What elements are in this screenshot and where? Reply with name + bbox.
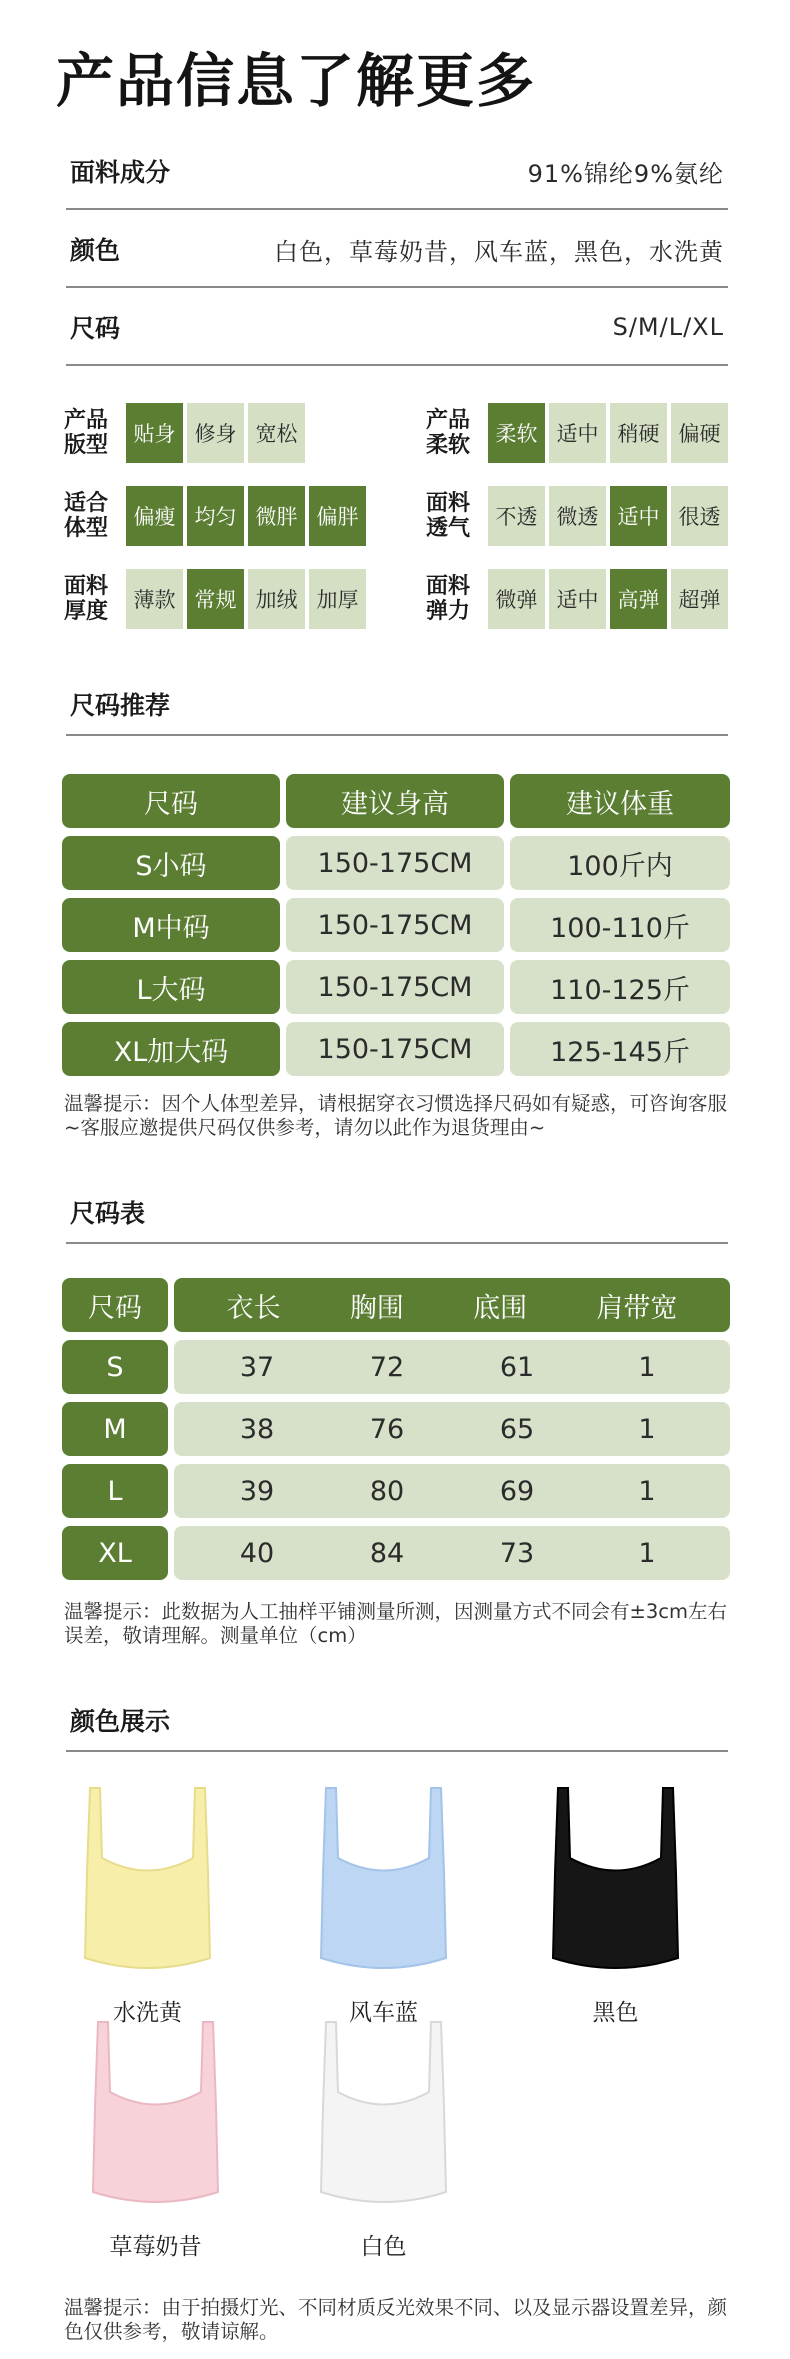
table-header-cell: 胸围 <box>349 1292 404 1324</box>
table-cell: 61 <box>499 1351 535 1383</box>
section-title: 颜色展示 <box>70 1707 171 1736</box>
table-cell: 38 <box>239 1413 275 1445</box>
table-cell: 40 <box>239 1537 275 1569</box>
table-header-cell: 底围 <box>473 1292 528 1324</box>
table-header-row <box>62 774 730 828</box>
table-cell: 1 <box>638 1413 656 1445</box>
table-row-values <box>174 1526 730 1580</box>
attr-softness <box>426 403 728 463</box>
bra-top-image <box>528 1778 703 1988</box>
table-row <box>62 1464 730 1518</box>
table-cell: L <box>62 1464 168 1518</box>
attr-label: 面料弹力 <box>426 574 471 624</box>
info-label: 面料成分 <box>70 158 171 187</box>
attr-label: 产品版型 <box>64 408 109 458</box>
attr-label: 面料厚度 <box>64 574 109 624</box>
table-cell: M中码 <box>62 898 280 952</box>
attr-elasticity <box>426 569 728 629</box>
table-row-values <box>174 1402 730 1456</box>
section-colors <box>66 1702 728 1752</box>
color-swatch <box>296 1778 471 2027</box>
table-cell: 150-175CM <box>286 960 504 1014</box>
table-row <box>62 1526 730 1580</box>
table-header-cell: 肩带宽 <box>596 1292 678 1324</box>
chip-option: 超弹 <box>671 569 728 629</box>
table-header-cell: 衣长 <box>226 1292 281 1324</box>
info-row-colors <box>66 212 728 288</box>
bra-top-image <box>68 2012 243 2222</box>
table-cell: 110-125斤 <box>510 960 730 1014</box>
info-label: 颜色 <box>70 236 121 265</box>
table-row <box>62 1022 730 1076</box>
attr-body-type <box>64 486 366 546</box>
attr-breathability <box>426 486 728 546</box>
page-title: 产品信息了解更多 <box>56 47 537 115</box>
attr-label: 产品柔软 <box>426 408 471 458</box>
chip-option: 加绒 <box>248 569 305 629</box>
chip-option: 常规 <box>187 569 244 629</box>
table-row <box>62 898 730 952</box>
attr-label: 适合体型 <box>64 491 109 541</box>
chip-option: 高弹 <box>610 569 667 629</box>
table-cell: 37 <box>239 1351 275 1383</box>
table-cell: 39 <box>239 1475 275 1507</box>
bra-top-image <box>60 1778 235 1988</box>
table-cell: 72 <box>369 1351 405 1383</box>
chip-option: 稍硬 <box>610 403 667 463</box>
table-row <box>62 1340 730 1394</box>
color-name: 水洗黄 <box>113 2000 182 2026</box>
table-cell: 125-145斤 <box>510 1022 730 1076</box>
table-cell: 84 <box>369 1537 405 1569</box>
table-cell: 1 <box>638 1537 656 1569</box>
table-header-cell: 尺码 <box>62 774 280 828</box>
color-swatch <box>528 1778 703 2027</box>
table-cell: 1 <box>638 1475 656 1507</box>
table-row <box>62 960 730 1014</box>
table-row <box>62 836 730 890</box>
table-row-values <box>174 1340 730 1394</box>
table-header-group <box>174 1278 730 1332</box>
chip-option: 偏瘦 <box>126 486 183 546</box>
color-swatch <box>68 2012 243 2261</box>
chip-option: 偏胖 <box>309 486 366 546</box>
table-cell: S <box>62 1340 168 1394</box>
chip-option: 适中 <box>549 569 606 629</box>
chip-option: 均匀 <box>187 486 244 546</box>
bra-top-image <box>296 2012 471 2222</box>
chip-option: 宽松 <box>248 403 305 463</box>
chip-option: 柔软 <box>488 403 545 463</box>
chip-option: 贴身 <box>126 403 183 463</box>
section-title: 尺码表 <box>70 1199 146 1228</box>
color-name: 风车蓝 <box>349 2000 418 2026</box>
chip-option: 适中 <box>610 486 667 546</box>
table-cell: 150-175CM <box>286 898 504 952</box>
chip-option: 很透 <box>671 486 728 546</box>
chip-option: 适中 <box>549 403 606 463</box>
table-cell: 1 <box>638 1351 656 1383</box>
table-cell: S小码 <box>62 836 280 890</box>
size-recommend-table <box>62 774 730 1084</box>
color-swatch <box>60 1778 235 2027</box>
table-cell: 150-175CM <box>286 1022 504 1076</box>
table-cell: 76 <box>369 1413 405 1445</box>
chip-option: 不透 <box>488 486 545 546</box>
table-cell: XL <box>62 1526 168 1580</box>
table-header-cell: 尺码 <box>62 1278 168 1332</box>
size-chart-table <box>62 1278 730 1588</box>
info-value: S/M/L/XL <box>612 313 724 341</box>
table-cell: 73 <box>499 1537 535 1569</box>
table-cell: L大码 <box>62 960 280 1014</box>
attr-thickness <box>64 569 366 629</box>
size-chart-note: 温馨提示：此数据为人工抽样平铺测量所测，因测量方式不同会有±3cm左右误差，敬请理解。测量单位（cm） <box>64 1600 727 1647</box>
chip-option: 偏硬 <box>671 403 728 463</box>
table-cell: 100斤内 <box>510 836 730 890</box>
chip-option: 修身 <box>187 403 244 463</box>
colors-note: 温馨提示：由于拍摄灯光、不同材质反光效果不同、以及显示器设置差异，颜色仅供参考，敬请谅解。 <box>64 2296 728 2343</box>
chip-option: 微胖 <box>248 486 305 546</box>
section-size-recommend <box>66 686 728 736</box>
table-cell: M <box>62 1402 168 1456</box>
table-header-row <box>62 1278 730 1332</box>
table-cell: 65 <box>499 1413 535 1445</box>
chip-option: 微透 <box>549 486 606 546</box>
chip-option: 加厚 <box>309 569 366 629</box>
section-title: 尺码推荐 <box>70 691 171 720</box>
color-name: 草莓奶昔 <box>109 2234 202 2260</box>
color-name: 黑色 <box>592 2000 639 2026</box>
info-label: 尺码 <box>70 314 121 343</box>
attr-label: 面料透气 <box>426 491 471 541</box>
color-name: 白色 <box>360 2234 407 2260</box>
info-value: 白色，草莓奶昔，风车蓝，黑色，水洗黄 <box>274 237 724 266</box>
info-row-fabric <box>66 134 728 210</box>
color-swatch <box>296 2012 471 2261</box>
chip-option: 薄款 <box>126 569 183 629</box>
table-cell: 80 <box>369 1475 405 1507</box>
table-header-cell: 建议身高 <box>286 774 504 828</box>
section-size-chart <box>66 1194 728 1244</box>
table-header-cell: 建议体重 <box>510 774 730 828</box>
table-cell: 150-175CM <box>286 836 504 890</box>
size-recommend-note: 温馨提示：因个人体型差异，请根据穿衣习惯选择尺码如有疑惑，可咨询客服~客服应邀提供尺码仅供参考，请勿以此作为退货理由~ <box>64 1092 728 1139</box>
table-cell: 69 <box>499 1475 535 1507</box>
table-row <box>62 1402 730 1456</box>
table-cell: 100-110斤 <box>510 898 730 952</box>
attr-fit <box>64 403 305 463</box>
table-cell: XL加大码 <box>62 1022 280 1076</box>
bra-top-image <box>296 1778 471 1988</box>
info-row-sizes <box>66 290 728 366</box>
table-row-values <box>174 1464 730 1518</box>
info-value: 91%锦纶9%氨纶 <box>527 159 724 188</box>
chip-option: 微弹 <box>488 569 545 629</box>
